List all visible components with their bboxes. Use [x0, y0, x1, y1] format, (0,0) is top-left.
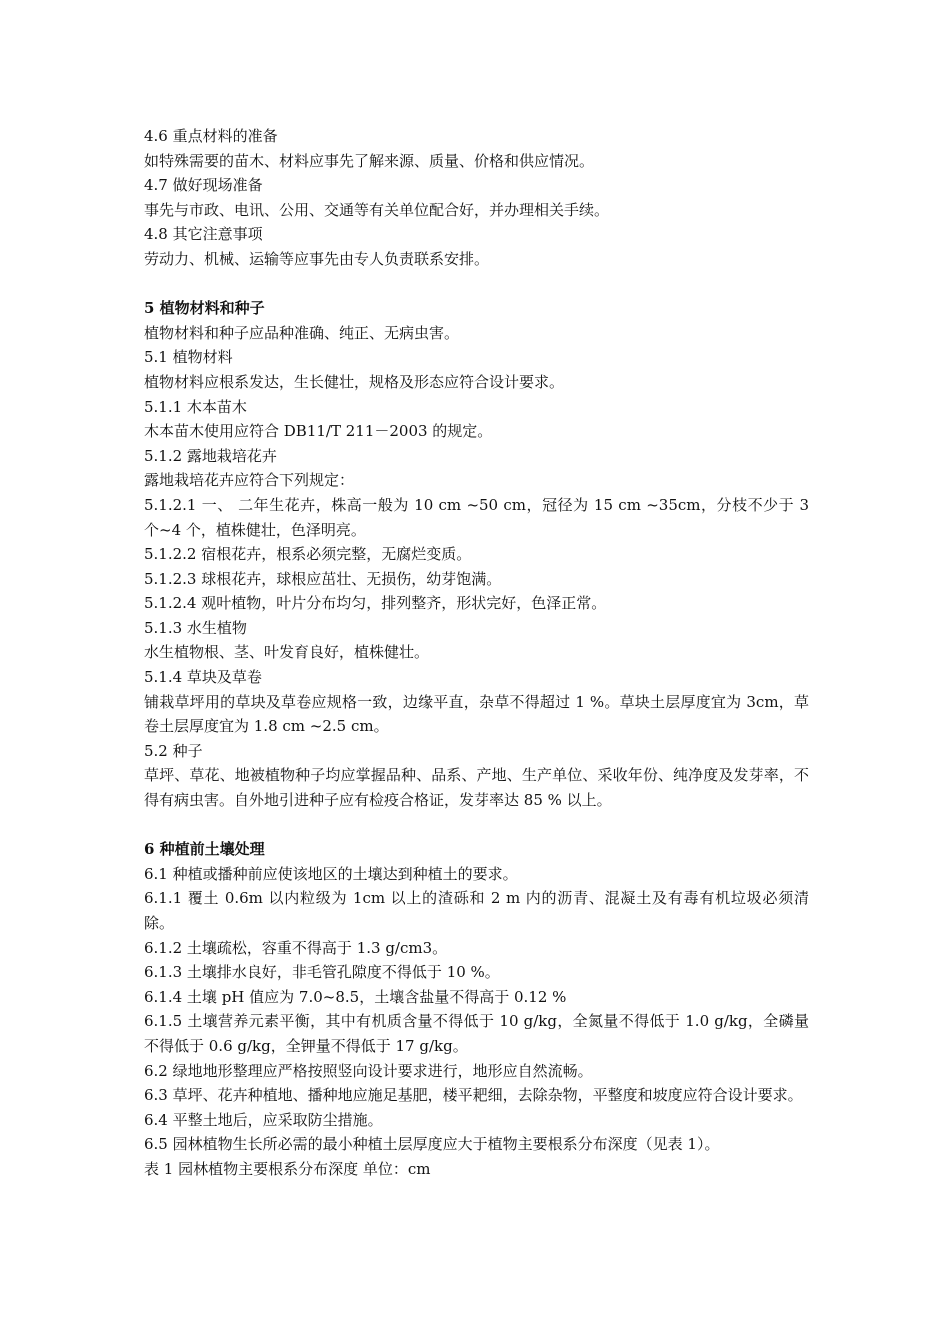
section-5-1-2-1: 5.1.2.1 一、 二年生花卉，株高一般为 10 cm ~50 cm，冠径为 15 cm ~35cm，分枝不少于 3 个~4 个，植株健壮，色泽明亮。 [144, 495, 814, 539]
section-5-1-2-4: 5.1.2.4 观叶植物，叶片分布均匀，排列整齐，形状完好，色泽正常。 [144, 594, 607, 613]
section-4-7-body: 事先与市政、电讯、公用、交通等有关单位配合好，并办理相关手续。 [144, 200, 610, 219]
section-4-8-title: 4.8 其它注意事项 [144, 225, 263, 244]
section-6-1-3: 6.1.3 土壤排水良好，非毛管孔隙度不得低于 10 %。 [144, 963, 500, 982]
section-4-7-title: 4.7 做好现场准备 [144, 176, 263, 195]
section-6-1-4: 6.1.4 土壤 pH 值应为 7.0~8.5，土壤含盐量不得高于 0.12 % [144, 987, 567, 1006]
section-5-1-1-body: 木本苗木使用应符合 DB11/T 211－2003 的规定。 [144, 422, 493, 441]
section-5-intro: 植物材料和种子应品种准确、纯正、无病虫害。 [144, 323, 460, 342]
section-6-4: 6.4 平整土地后，应采取防尘措施。 [144, 1110, 383, 1129]
section-6-1-2: 6.1.2 土壤疏松，容重不得高于 1.3 g/cm3。 [144, 938, 448, 957]
section-4-6-title: 4.6 重点材料的准备 [144, 127, 278, 145]
section-5-1-3-title: 5.1.3 水生植物 [144, 618, 247, 637]
section-5-1-2-2: 5.1.2.2 宿根花卉，根系必须完整，无腐烂变质。 [144, 545, 472, 564]
section-6-1-1: 6.1.1 覆土 0.6m 以内粒级为 1cm 以上的渣砾和 2 m 内的沥青、混凝土及有毒有机垃圾必须清除。 [144, 889, 809, 932]
section-5-heading: 5 植物材料和种子 [144, 299, 265, 318]
section-5-1-title: 5.1 植物材料 [144, 348, 233, 367]
section-5-1-body: 植物材料应根系发达，生长健壮，规格及形态应符合设计要求。 [144, 372, 565, 391]
document-body [144, 124, 814, 1182]
section-4-6-body: 如特殊需要的苗木、材料应事先了解来源、质量、价格和供应情况。 [144, 151, 595, 170]
section-5-1-2-3: 5.1.2.3 球根花卉，球根应茁壮、无损伤，幼芽饱满。 [144, 569, 502, 588]
section-4-8-body: 劳动力、机械、运输等应事先由专人负责联系安排。 [144, 249, 490, 268]
section-6-heading: 6 种植前土壤处理 [144, 840, 265, 859]
section-5-1-1-title: 5.1.1 木本苗木 [144, 397, 247, 416]
section-5-1-2-body: 露地栽培花卉应符合下列规定： [144, 471, 355, 490]
section-6-5: 6.5 园林植物生长所必需的最小种植土层厚度应大于植物主要根系分布深度（见表 1）。 [144, 1135, 720, 1154]
spacer [144, 272, 809, 297]
section-5-1-4-body: 铺栽草坪用的草块及草卷应规格一致，边缘平直，杂草不得超过 1 %。草块土层厚度宜为 3cm，草卷土层厚度宜为 1.8 cm ~2.5 cm。 [144, 692, 809, 736]
section-5-1-2-title: 5.1.2 露地栽培花卉 [144, 446, 277, 465]
section-5-2-title: 5.2 种子 [144, 741, 203, 760]
section-5-2-body: 草坪、草花、地被植物种子均应掌握品种、品系、产地、生产单位、采收年份、纯净度及发芽率，不得有病虫害。自外地引进种子应有检疫合格证，发芽率达 85 % 以上。 [144, 766, 809, 810]
table-1-caption: 表 1 园林植物主要根系分布深度 单位：cm [144, 1159, 431, 1178]
section-5-1-4-title: 5.1.4 草块及草卷 [144, 668, 262, 687]
spacer [144, 813, 809, 838]
section-6-3: 6.3 草坪、花卉种植地、播种地应施足基肥，楼平耙细，去除杂物，平整度和坡度应符合设计要求。 [144, 1086, 803, 1105]
section-5-1-3-body: 水生植物根、茎、叶发育良好，植株健壮。 [144, 643, 430, 662]
section-6-1: 6.1 种植或播种前应使该地区的土壤达到种植土的要求。 [144, 864, 518, 883]
section-6-2: 6.2 绿地地形整理应严格按照竖向设计要求进行，地形应自然流畅。 [144, 1061, 593, 1080]
section-6-1-5: 6.1.5 土壤营养元素平衡，其中有机质含量不得低于 10 g/kg，全氮量不得低于 1.0 g/kg，全磷量不得低于 0.6 g/kg，全钾量不得低于 17 g/kg。 [144, 1012, 809, 1055]
